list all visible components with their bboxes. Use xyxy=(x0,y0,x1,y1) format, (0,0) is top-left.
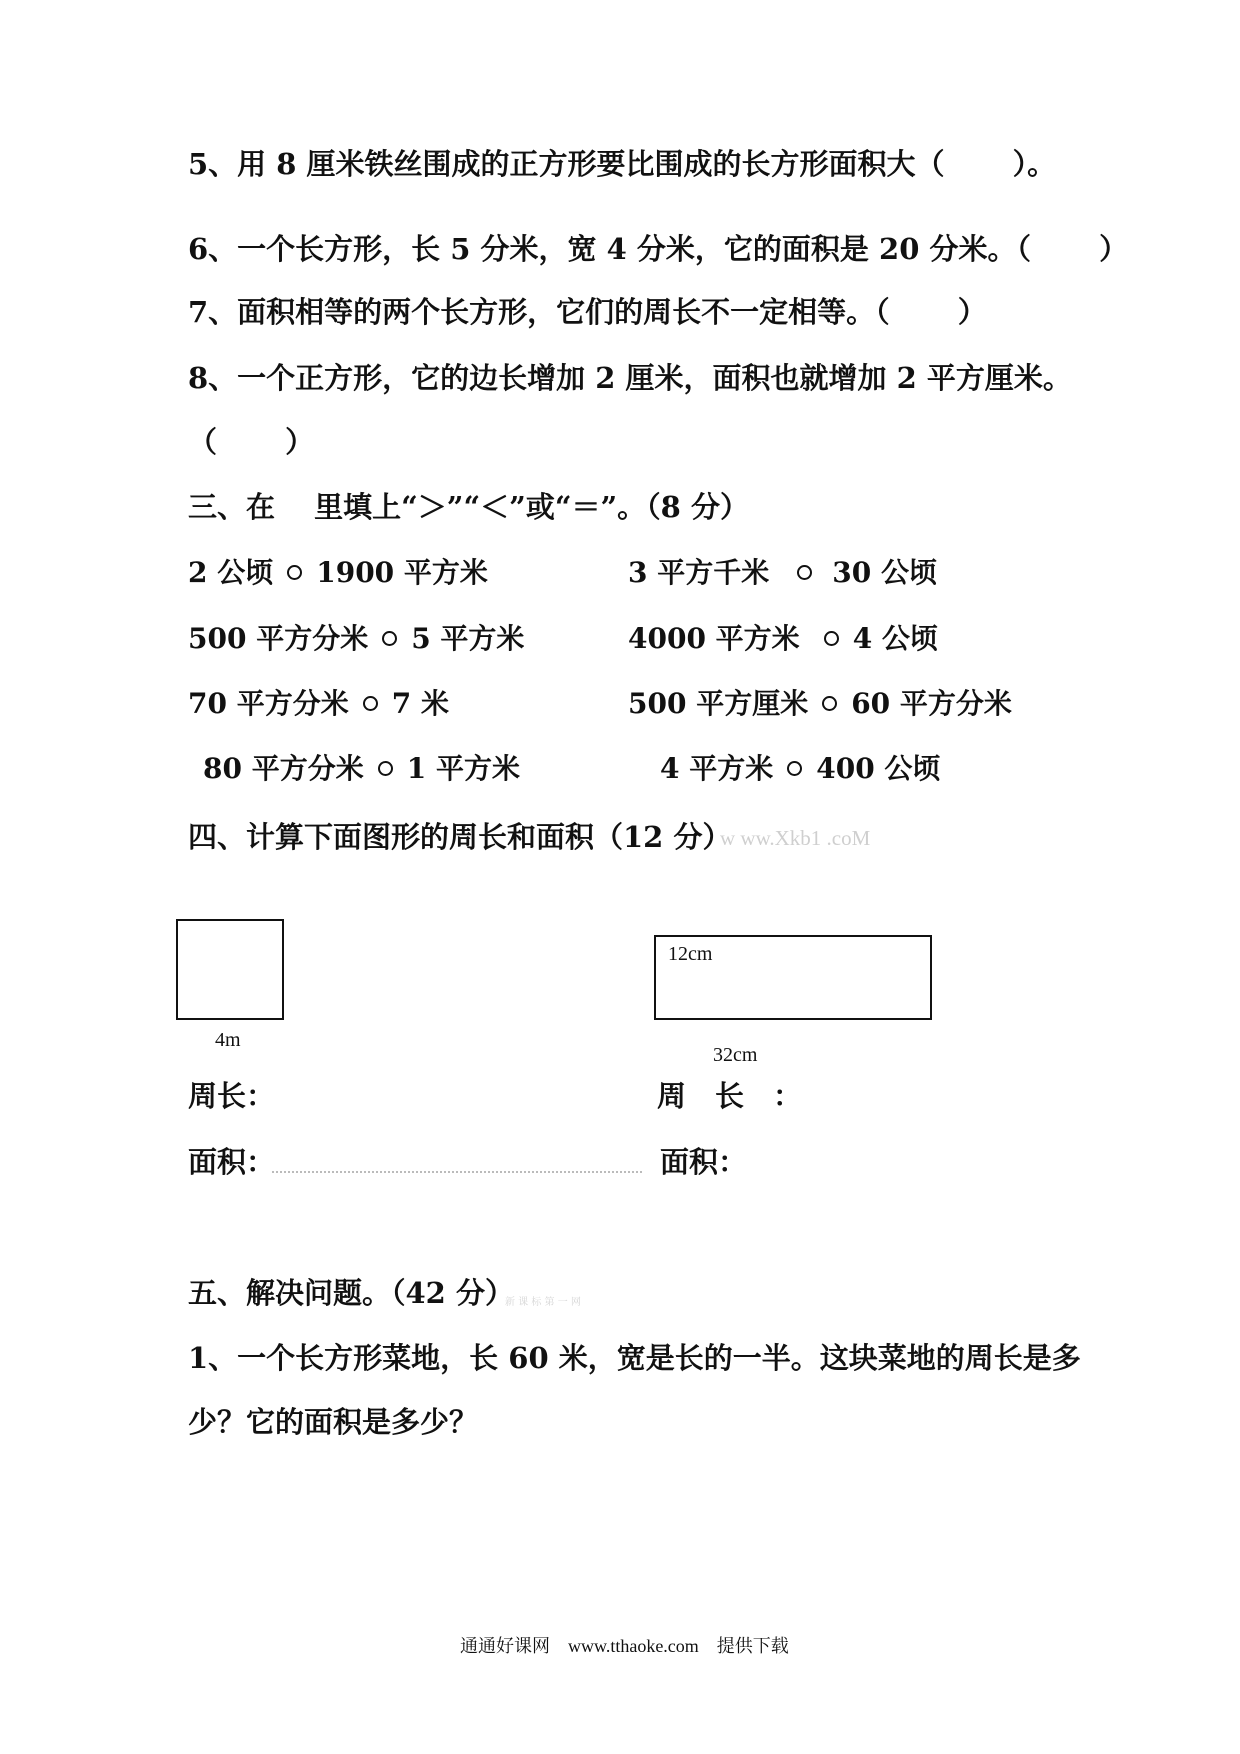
judge-item-6: 6、一个长方形，长 5 分米，宽 4 分米，它的面积是 20 分米。（ ） xyxy=(188,232,1129,266)
page-footer: 通通好课网 www.tthaoke.com 提供下载 xyxy=(460,1636,789,1656)
square-side-label: 4m xyxy=(215,1029,241,1051)
watermark-text: w ww.Xkb1 .coM xyxy=(720,826,871,850)
problem-1-line-1: 1、一个长方形菜地，长 60 米，宽是长的一半。这块菜地的周长是多 xyxy=(188,1341,1081,1375)
compare-value: 1 平方米 xyxy=(406,752,520,785)
section5-title: 五、解决问题。（42 分） xyxy=(188,1276,514,1310)
compare-value: 5 平方米 xyxy=(411,622,525,655)
section4-title: 四、计算下面图形的周长和面积（12 分） xyxy=(188,820,732,854)
compare-row-2-right xyxy=(628,622,938,656)
compare-value: 3 平方千米 xyxy=(628,556,770,589)
judge-item-5: 5、用 8 厘米铁丝围成的正方形要比围成的长方形面积大（ ）。 xyxy=(188,147,1057,181)
compare-value: 4 平方米 xyxy=(660,752,774,785)
compare-value: 30 公顷 xyxy=(832,556,937,589)
compare-value: 60 平方分米 xyxy=(851,687,1012,720)
compare-value: 500 平方厘米 xyxy=(628,687,809,720)
compare-circle[interactable] xyxy=(787,761,802,776)
compare-value: 70 平方分米 xyxy=(188,687,349,720)
compare-value: 4 公顷 xyxy=(852,622,938,655)
compare-row-1-left xyxy=(188,556,488,590)
section3-title: 三、在 里填上“＞”“＜”或“＝”。（8 分） xyxy=(188,490,749,524)
watermark-text: 新 课 标 第 一 网 xyxy=(505,1297,581,1308)
problem-1-line-2: 少？它的面积是多少？ xyxy=(188,1405,479,1439)
area-label-left: 面积： xyxy=(188,1145,276,1179)
compare-circle[interactable] xyxy=(797,565,812,580)
compare-row-3-right xyxy=(628,687,1012,721)
compare-value: 500 平方分米 xyxy=(188,622,369,655)
perimeter-label-right: 周 长 ： xyxy=(657,1079,803,1113)
compare-circle[interactable] xyxy=(824,631,839,646)
judge-item-8: 8、一个正方形，它的边长增加 2 厘米，面积也就增加 2 平方厘米。 xyxy=(188,361,1072,395)
area-label-right: 面积： xyxy=(660,1145,748,1179)
rectangle-width-label: 32cm xyxy=(713,1044,758,1066)
compare-value: 7 米 xyxy=(391,687,449,720)
compare-value: 4000 平方米 xyxy=(628,622,800,655)
compare-value: 400 公顷 xyxy=(816,752,941,785)
compare-circle[interactable] xyxy=(378,761,393,776)
compare-value: 80 平方分米 xyxy=(203,752,364,785)
judge-item-8-paren: （ ） xyxy=(188,425,315,459)
perimeter-label-left: 周长： xyxy=(188,1079,276,1113)
compare-row-1-right xyxy=(628,556,937,590)
judge-item-7: 7、面积相等的两个长方形，它们的周长不一定相等。（ ） xyxy=(188,295,987,329)
compare-row-2-left xyxy=(188,622,524,656)
compare-value: 2 公顷 xyxy=(188,556,274,589)
square-figure xyxy=(176,919,284,1020)
compare-row-4-right xyxy=(660,752,940,786)
dotted-divider xyxy=(272,1171,642,1173)
compare-row-4-left xyxy=(203,752,520,786)
compare-circle[interactable] xyxy=(382,631,397,646)
compare-circle[interactable] xyxy=(822,696,837,711)
compare-circle[interactable] xyxy=(287,565,302,580)
compare-circle[interactable] xyxy=(363,696,378,711)
compare-row-3-left xyxy=(188,687,449,721)
compare-value: 1900 平方米 xyxy=(316,556,488,589)
rectangle-height-label: 12cm xyxy=(668,943,713,965)
